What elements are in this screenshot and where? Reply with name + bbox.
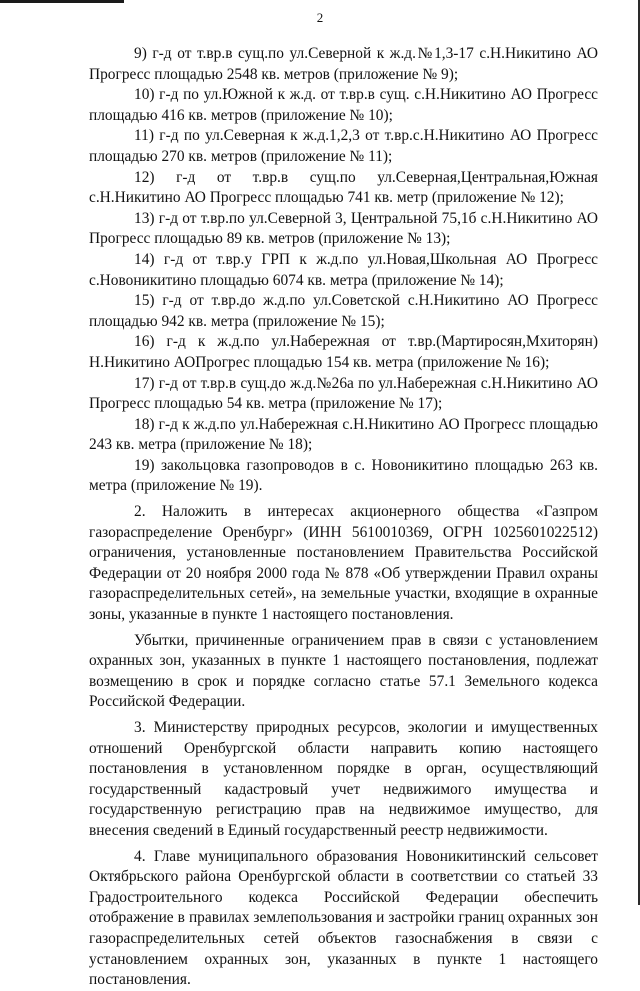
clause-2: 2. Наложить в интересах акционерного общества «Газпром газораспределение Оренбург» (ИНН 5610010369, ОГРН 1025601022512) ограничения, установленные постановлением Правительства Российской Федерации от 20 ноября 2000 года № 878 «Об утверждении Правил охраны газораспределительных сетей», на земельные участки, входящие в охранные зоны, указанные в пункте 1 настоящего постановления. [89, 503, 598, 624]
item-9: 9) г-д от т.вр.в сущ.по ул.Северной к ж.д.№1,3-17 с.Н.Никитино АО Прогресс площадью 2548 кв. метров (приложение № 9); [89, 45, 598, 83]
clause-2-damages: Убытки, причиненные ограничением прав в связи с установлением охранных зон, указанных в пункте 1 настоящего постановления, подлежат возмещению в срок и порядке согласно статье 57.1 Земельного кодекса Российской Федерации. [89, 631, 598, 711]
clause-4: 4. Главе муниципального образования Новоникитинский сельсовет Октябрьского района Оренбургской области в соответствии со статьей 33 Градостроительного кодекса Российской Федерации обеспечить отображение в правилах землепользования и застройки границ охранных зон газораспределительных сетей объектов газоснабжения в связи с установлением охранных зон, указанных в пункте 1 настоящего постановления. [89, 847, 598, 989]
item-10: 10) г-д по ул.Южной к ж.д. от т.вр.в сущ. с.Н.Никитино АО Прогресс площадью 416 кв. метров (приложение № 10); [89, 86, 598, 124]
item-13: 13) г-д от т.вр.по ул.Северной 3, Центральной 75,1б с.Н.Никитино АО Прогресс площадью 89 кв. метров (приложение № 13); [89, 209, 598, 248]
item-19: 19) закольцовка газопроводов в с. Новоникитино площадью 263 кв. метра (приложение № 19). [89, 456, 598, 495]
item-17: 17) г-д от т.вр.в сущ.до ж.д.№26а по ул.Набережная с.Н.Никитино АО Прогресс площадью 54 кв. метра (приложение № 17); [89, 374, 598, 413]
item-11: 11) г-д по ул.Северная к ж.д.1,2,3 от т.вр.с.Н.Никитино АО Прогресс площадью 270 кв. метров (приложение № 11); [89, 127, 598, 165]
clause-3: 3. Министерству природных ресурсов, экологии и имущественных отношений Оренбургской области направить копию настоящего постановления в установленном порядке в орган, осуществляющий государственный кадастровый учет недвижимого имущества и государственную регистрацию прав на недвижимое имущество, для внесения сведений в Единый государственный реестр недвижимости. [89, 719, 598, 839]
item-18: 18) г-д к ж.д.по ул.Набережная с.Н.Никитино АО Прогресс площадью 243 кв. метра (приложение № 18); [89, 415, 598, 454]
item-15: 15) г-д от т.вр.до ж.д.по ул.Советской с.Н.Никитино АО Прогресс площадью 942 кв. метра (приложение № 15); [89, 292, 598, 330]
item-14: 14) г-д от т.вр.у ГРП к ж.д.по ул.Новая,Школьная АО Прогресс с.Новоникитино площадью 6074 кв. метра (приложение № 14); [89, 250, 598, 289]
item-12: 12) г-д от т.вр.в сущ.по ул.Северная,Центральная,Южная с.Н.Никитино АО Прогресс площадью 741 кв. метр (приложение № 12); [89, 168, 598, 207]
scan-edge-top-left [0, 0, 124, 3]
item-16: 16) г-д к ж.д.по ул.Набережная от т.вр.(Мартиросян,Мхиторян) Н.Никитино АОПрогрес площадью 154 кв. метра (приложение № 16); [89, 333, 598, 371]
document-body [89, 44, 598, 991]
page-number: 2 [316, 10, 324, 25]
